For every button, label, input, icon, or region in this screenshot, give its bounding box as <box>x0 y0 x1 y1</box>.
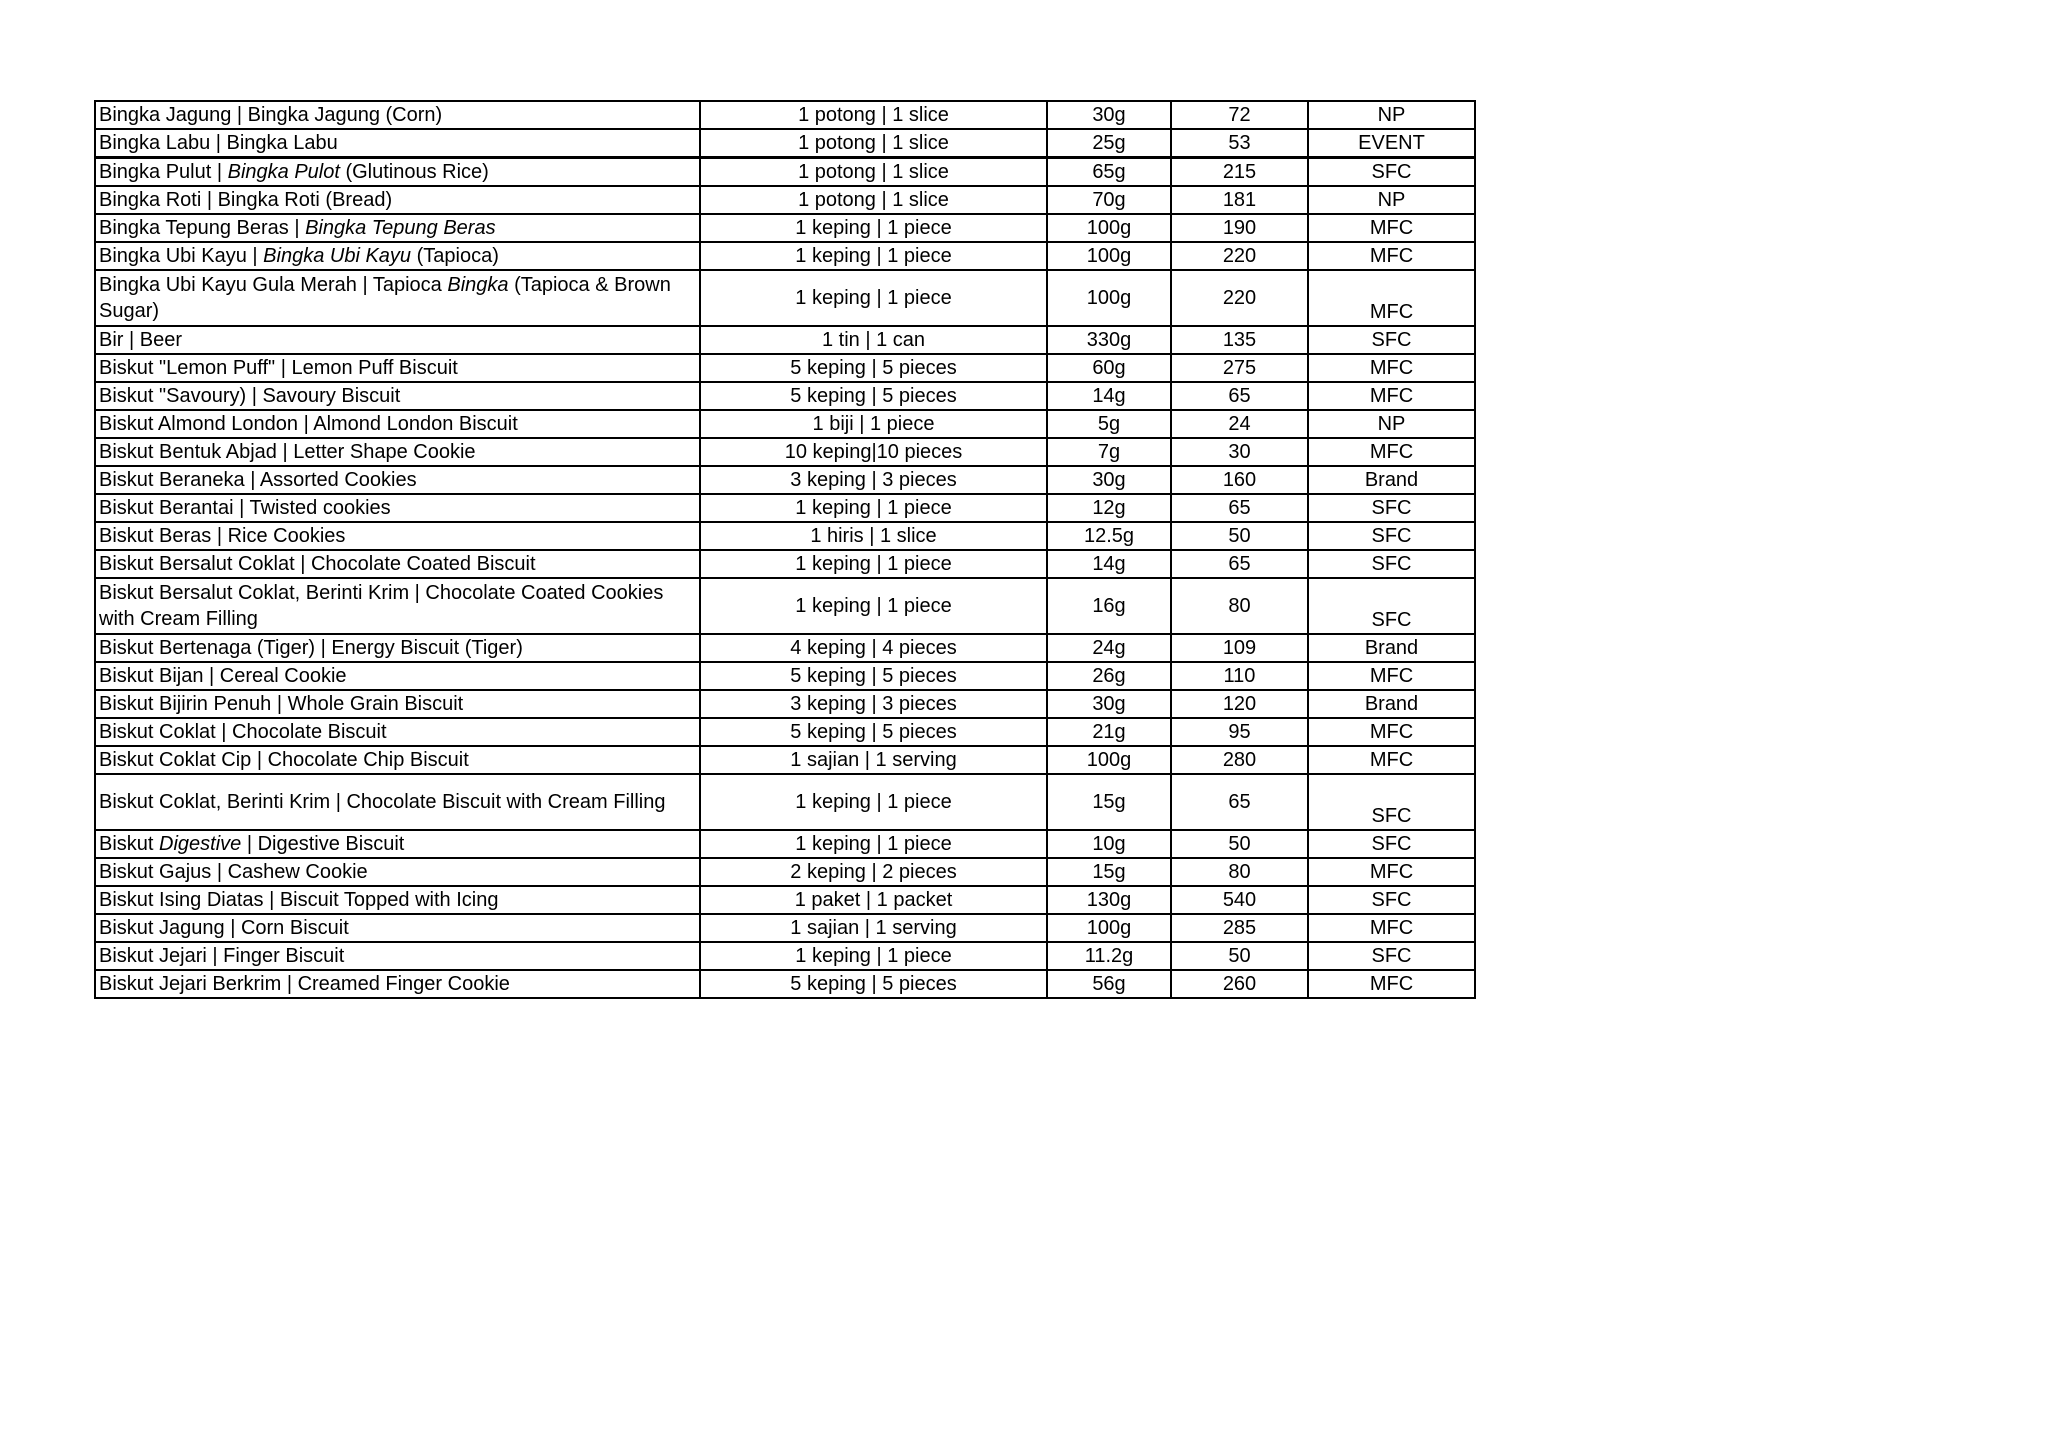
food-name-text: (Glutinous Rice) <box>339 161 489 183</box>
source-cell: MFC <box>1308 914 1475 942</box>
calorie-cell: 95 <box>1171 718 1308 746</box>
weight-cell: 10g <box>1047 830 1171 858</box>
source-cell: SFC <box>1308 158 1475 187</box>
source-cell: MFC <box>1308 438 1475 466</box>
portion-cell: 3 keping | 3 pieces <box>700 690 1047 718</box>
source-cell: SFC <box>1308 522 1475 550</box>
food-name-cell <box>95 354 700 382</box>
table-row <box>95 970 1475 998</box>
food-name-text: Biskut Bersalut Coklat, Berinti Krim | Chocolate Coated Cookies with Cream Filling <box>99 582 664 630</box>
table-row <box>95 550 1475 578</box>
table-row <box>95 354 1475 382</box>
source-cell: MFC <box>1308 270 1475 326</box>
calorie-cell: 220 <box>1171 270 1308 326</box>
portion-cell: 1 keping | 1 piece <box>700 830 1047 858</box>
food-name-cell <box>95 326 700 354</box>
food-name-cell <box>95 690 700 718</box>
portion-cell: 1 potong | 1 slice <box>700 101 1047 129</box>
food-name-text: Biskut <box>99 833 160 855</box>
portion-cell: 10 keping|10 pieces <box>700 438 1047 466</box>
food-name-italic-text: Bingka <box>447 274 509 296</box>
portion-cell: 1 keping | 1 piece <box>700 774 1047 830</box>
weight-cell: 7g <box>1047 438 1171 466</box>
calorie-cell: 160 <box>1171 466 1308 494</box>
calorie-cell: 220 <box>1171 242 1308 270</box>
food-name-text: Biskut "Lemon Puff" | Lemon Puff Biscuit <box>99 357 458 379</box>
weight-cell: 24g <box>1047 634 1171 662</box>
portion-cell: 1 keping | 1 piece <box>700 494 1047 522</box>
portion-cell: 1 keping | 1 piece <box>700 550 1047 578</box>
weight-cell: 70g <box>1047 186 1171 214</box>
food-name-text: Biskut Berantai | Twisted cookies <box>99 497 391 519</box>
calorie-cell: 260 <box>1171 970 1308 998</box>
food-name-text: Biskut Jagung | Corn Biscuit <box>99 917 349 939</box>
portion-cell: 1 paket | 1 packet <box>700 886 1047 914</box>
source-cell: SFC <box>1308 942 1475 970</box>
source-cell: Brand <box>1308 634 1475 662</box>
source-cell: SFC <box>1308 774 1475 830</box>
table-row <box>95 914 1475 942</box>
weight-cell: 21g <box>1047 718 1171 746</box>
portion-cell: 5 keping | 5 pieces <box>700 354 1047 382</box>
calorie-cell: 109 <box>1171 634 1308 662</box>
food-name-text: Bingka Tepung Beras | <box>99 217 306 239</box>
weight-cell: 26g <box>1047 662 1171 690</box>
table-row <box>95 186 1475 214</box>
calorie-cell: 135 <box>1171 326 1308 354</box>
table-row <box>95 690 1475 718</box>
table-row <box>95 494 1475 522</box>
weight-cell: 5g <box>1047 410 1171 438</box>
calorie-cell: 285 <box>1171 914 1308 942</box>
weight-cell: 30g <box>1047 101 1171 129</box>
table-row <box>95 662 1475 690</box>
calorie-cell: 50 <box>1171 830 1308 858</box>
weight-cell: 100g <box>1047 214 1171 242</box>
calorie-cell: 190 <box>1171 214 1308 242</box>
source-cell: Brand <box>1308 690 1475 718</box>
food-name-text: Biskut Bijan | Cereal Cookie <box>99 665 347 687</box>
table-row <box>95 326 1475 354</box>
food-name-cell <box>95 522 700 550</box>
food-name-text: Biskut Bentuk Abjad | Letter Shape Cookie <box>99 441 476 463</box>
source-cell: MFC <box>1308 746 1475 774</box>
weight-cell: 12g <box>1047 494 1171 522</box>
source-cell: SFC <box>1308 578 1475 634</box>
source-cell: MFC <box>1308 382 1475 410</box>
portion-cell: 2 keping | 2 pieces <box>700 858 1047 886</box>
food-name-cell <box>95 214 700 242</box>
portion-cell: 1 potong | 1 slice <box>700 186 1047 214</box>
source-cell: MFC <box>1308 662 1475 690</box>
weight-cell: 65g <box>1047 158 1171 187</box>
portion-cell: 1 hiris | 1 slice <box>700 522 1047 550</box>
portion-cell: 5 keping | 5 pieces <box>700 662 1047 690</box>
food-name-italic-text: Bingka Tepung Beras <box>305 217 496 239</box>
source-cell: NP <box>1308 186 1475 214</box>
table-row <box>95 129 1475 158</box>
portion-cell: 1 biji | 1 piece <box>700 410 1047 438</box>
food-name-text: Biskut Coklat, Berinti Krim | Chocolate Biscuit with Cream Filling <box>99 791 666 813</box>
food-name-cell <box>95 886 700 914</box>
weight-cell: 12.5g <box>1047 522 1171 550</box>
food-name-cell <box>95 662 700 690</box>
calorie-cell: 65 <box>1171 774 1308 830</box>
calorie-cell: 275 <box>1171 354 1308 382</box>
weight-cell: 100g <box>1047 914 1171 942</box>
food-name-text: Biskut "Savoury) | Savoury Biscuit <box>99 385 401 407</box>
food-name-cell <box>95 718 700 746</box>
table-row <box>95 410 1475 438</box>
portion-cell: 1 potong | 1 slice <box>700 129 1047 158</box>
source-cell: MFC <box>1308 970 1475 998</box>
food-name-cell <box>95 970 700 998</box>
calorie-cell: 65 <box>1171 382 1308 410</box>
portion-cell: 1 keping | 1 piece <box>700 214 1047 242</box>
weight-cell: 100g <box>1047 242 1171 270</box>
portion-cell: 1 potong | 1 slice <box>700 158 1047 187</box>
food-name-cell <box>95 634 700 662</box>
weight-cell: 30g <box>1047 466 1171 494</box>
source-cell: SFC <box>1308 886 1475 914</box>
food-name-text: Biskut Beraneka | Assorted Cookies <box>99 469 417 491</box>
calorie-cell: 80 <box>1171 858 1308 886</box>
calorie-cell: 50 <box>1171 522 1308 550</box>
food-name-cell <box>95 438 700 466</box>
calorie-cell: 24 <box>1171 410 1308 438</box>
food-name-text: Biskut Almond London | Almond London Biscuit <box>99 413 518 435</box>
food-name-cell <box>95 158 700 187</box>
calorie-cell: 30 <box>1171 438 1308 466</box>
food-name-text: Biskut Bijirin Penuh | Whole Grain Biscuit <box>99 693 464 715</box>
table-row <box>95 438 1475 466</box>
food-name-cell <box>95 858 700 886</box>
portion-cell: 5 keping | 5 pieces <box>700 382 1047 410</box>
table-body <box>95 101 1475 998</box>
calorie-cell: 280 <box>1171 746 1308 774</box>
food-name-cell <box>95 382 700 410</box>
source-cell: SFC <box>1308 550 1475 578</box>
portion-cell: 1 keping | 1 piece <box>700 242 1047 270</box>
source-cell: SFC <box>1308 326 1475 354</box>
portion-cell: 5 keping | 5 pieces <box>700 718 1047 746</box>
portion-cell: 1 tin | 1 can <box>700 326 1047 354</box>
source-cell: MFC <box>1308 718 1475 746</box>
food-name-text: Biskut Coklat | Chocolate Biscuit <box>99 721 387 743</box>
food-name-cell <box>95 774 700 830</box>
calorie-cell: 72 <box>1171 101 1308 129</box>
calorie-cell: 110 <box>1171 662 1308 690</box>
food-name-cell <box>95 242 700 270</box>
table-row <box>95 522 1475 550</box>
weight-cell: 100g <box>1047 746 1171 774</box>
table-row <box>95 774 1475 830</box>
table-row <box>95 382 1475 410</box>
calorie-cell: 181 <box>1171 186 1308 214</box>
weight-cell: 330g <box>1047 326 1171 354</box>
source-cell: SFC <box>1308 494 1475 522</box>
source-cell: SFC <box>1308 830 1475 858</box>
table-row <box>95 886 1475 914</box>
food-name-italic-text: Bingka Pulot <box>227 161 340 183</box>
calorie-cell: 50 <box>1171 942 1308 970</box>
calorie-cell: 120 <box>1171 690 1308 718</box>
portion-cell: 5 keping | 5 pieces <box>700 970 1047 998</box>
table-row <box>95 830 1475 858</box>
food-name-text: Biskut Jejari Berkrim | Creamed Finger Cookie <box>99 973 510 995</box>
food-name-cell <box>95 746 700 774</box>
food-name-text: Biskut Bertenaga (Tiger) | Energy Biscuit (Tiger) <box>99 637 523 659</box>
food-name-text: Bingka Labu | Bingka Labu <box>99 132 338 154</box>
food-name-text: Biskut Jejari | Finger Biscuit <box>99 945 345 967</box>
food-name-cell <box>95 578 700 634</box>
weight-cell: 25g <box>1047 129 1171 158</box>
table-row <box>95 101 1475 129</box>
weight-cell: 15g <box>1047 858 1171 886</box>
weight-cell: 14g <box>1047 550 1171 578</box>
source-cell: NP <box>1308 410 1475 438</box>
weight-cell: 130g <box>1047 886 1171 914</box>
food-name-text: Biskut Coklat Cip | Chocolate Chip Biscuit <box>99 749 469 771</box>
calorie-cell: 65 <box>1171 494 1308 522</box>
weight-cell: 56g <box>1047 970 1171 998</box>
portion-cell: 1 keping | 1 piece <box>700 942 1047 970</box>
weight-cell: 100g <box>1047 270 1171 326</box>
source-cell: MFC <box>1308 354 1475 382</box>
calorie-cell: 80 <box>1171 578 1308 634</box>
calorie-cell: 215 <box>1171 158 1308 187</box>
portion-cell: 3 keping | 3 pieces <box>700 466 1047 494</box>
source-cell: MFC <box>1308 242 1475 270</box>
source-cell: EVENT <box>1308 129 1475 158</box>
food-name-italic-text: Digestive <box>159 833 242 855</box>
table-row <box>95 634 1475 662</box>
food-name-cell <box>95 101 700 129</box>
calorie-cell: 53 <box>1171 129 1308 158</box>
weight-cell: 60g <box>1047 354 1171 382</box>
weight-cell: 30g <box>1047 690 1171 718</box>
table-row <box>95 858 1475 886</box>
food-name-cell <box>95 129 700 158</box>
source-cell: MFC <box>1308 214 1475 242</box>
food-name-cell <box>95 466 700 494</box>
table-row <box>95 578 1475 634</box>
food-name-text: Biskut Bersalut Coklat | Chocolate Coated Biscuit <box>99 553 536 575</box>
food-name-italic-text: Bingka Ubi Kayu <box>263 245 412 267</box>
table-row <box>95 214 1475 242</box>
calorie-cell: 65 <box>1171 550 1308 578</box>
table-row <box>95 242 1475 270</box>
weight-cell: 14g <box>1047 382 1171 410</box>
food-name-text: Biskut Gajus | Cashew Cookie <box>99 861 368 883</box>
food-name-text: (Tapioca) <box>411 245 499 267</box>
food-name-text: Bingka Ubi Kayu Gula Merah | Tapioca <box>99 274 448 296</box>
weight-cell: 16g <box>1047 578 1171 634</box>
table-row <box>95 270 1475 326</box>
table-row <box>95 718 1475 746</box>
portion-cell: 1 sajian | 1 serving <box>700 746 1047 774</box>
portion-cell: 4 keping | 4 pieces <box>700 634 1047 662</box>
table-row <box>95 746 1475 774</box>
table-row <box>95 942 1475 970</box>
weight-cell: 15g <box>1047 774 1171 830</box>
portion-cell: 1 keping | 1 piece <box>700 270 1047 326</box>
food-name-cell <box>95 410 700 438</box>
food-name-cell <box>95 914 700 942</box>
food-name-cell <box>95 830 700 858</box>
food-name-text: Bingka Pulut | <box>99 161 228 183</box>
food-name-text: Bingka Jagung | Bingka Jagung (Corn) <box>99 104 443 126</box>
food-name-text: Biskut Beras | Rice Cookies <box>99 525 346 547</box>
weight-cell: 11.2g <box>1047 942 1171 970</box>
food-name-text: Bir | Beer <box>99 329 182 351</box>
portion-cell: 1 keping | 1 piece <box>700 578 1047 634</box>
calorie-cell: 540 <box>1171 886 1308 914</box>
food-name-text: Bingka Roti | Bingka Roti (Bread) <box>99 189 393 211</box>
table-row <box>95 466 1475 494</box>
food-name-text: (Tapioca & Brown Sugar) <box>99 274 671 322</box>
food-name-text: Bingka Ubi Kayu | <box>99 245 264 267</box>
source-cell: Brand <box>1308 466 1475 494</box>
food-name-text: Biskut Ising Diatas | Biscuit Topped with Icing <box>99 889 499 911</box>
portion-cell: 1 sajian | 1 serving <box>700 914 1047 942</box>
food-name-text: | Digestive Biscuit <box>241 833 405 855</box>
food-name-cell <box>95 270 700 326</box>
food-name-cell <box>95 550 700 578</box>
source-cell: MFC <box>1308 858 1475 886</box>
table-row <box>95 158 1475 187</box>
food-name-cell <box>95 494 700 522</box>
food-name-cell <box>95 186 700 214</box>
food-name-cell <box>95 942 700 970</box>
source-cell: NP <box>1308 101 1475 129</box>
food-calorie-table <box>94 100 1476 999</box>
